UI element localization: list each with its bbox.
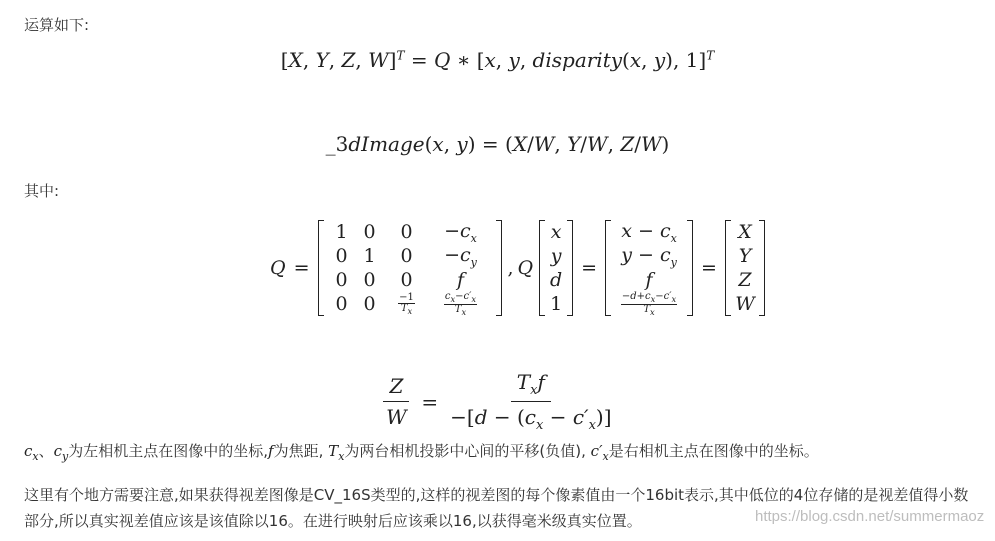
equation-3dimage: _3dImage(x, y) = (X/W, Y/W, Z/W) [325, 132, 670, 156]
watermark: https://blog.csdn.net/summermaoz [755, 508, 985, 525]
equation-q-matrix: Q = 1 0 0 $-c_x$ 0 1 0 $-c_y$ 0 0 0 f 0 0 $\frac{-1}{T_x}$ $\frac{c_x-c'_x}{T_x}$ , Q x y d 1 = $x - c_x$ $y - c_y$ f $\frac{-d+c_x-c'_x}{T_x}$ = X Y Z W [270, 218, 765, 318]
vector-out: X Y Z W [725, 220, 765, 316]
q-matrix: 1 0 0 $-c_x$ 0 1 0 $-c_y$ 0 0 0 f 0 0 $\frac{-1}{T_x}$ $\frac{c_x-c'_x}{T_x}$ [318, 220, 502, 316]
vector-mid: $x - c_x$ $y - c_y$ f $\frac{-d+c_x-c'_x}{T_x}$ [605, 220, 693, 316]
where-label: 其中: [24, 182, 60, 200]
equation-reprojection: [X, Y, Z, W]$^T$ = Q ∗ [x, y, disparity(x, y), 1]$^T$ [280, 48, 715, 72]
desc-right-principal: 是右相机主点在图像中的坐标。 [608, 442, 819, 460]
vector-in: x y d 1 [539, 220, 573, 316]
desc-translation: 为两台相机投影中心间的平移(负值), [344, 442, 586, 460]
intro-text: 运算如下: [24, 16, 90, 34]
equation-depth: $\frac{Z}{W}$ = $\frac{T_xf}{-[d - (c_x - c'_x)]}$ [0, 370, 995, 433]
desc-focal: 为焦距, [273, 442, 324, 460]
desc-principal-point: 为左相机主点在图像中的坐标, [68, 442, 269, 460]
variable-description: $c_x$、$c_y$为左相机主点在图像中的坐标,f为焦距, $T_x$为两台相机投影中心间的平移(负值), $c'_x$是右相机主点在图像中的坐标。 [24, 442, 819, 463]
note-paragraph: 这里有个地方需要注意,如果获得视差图像是CV_16S类型的,这样的视差图的每个像素值由一个16bit表示,其中低位的4位存储的是视差值得小数部分,所以真实视差值应该是该值除以16。在进行映射后应该乘以16,以获得毫米级真实位置。 [24, 486, 969, 530]
